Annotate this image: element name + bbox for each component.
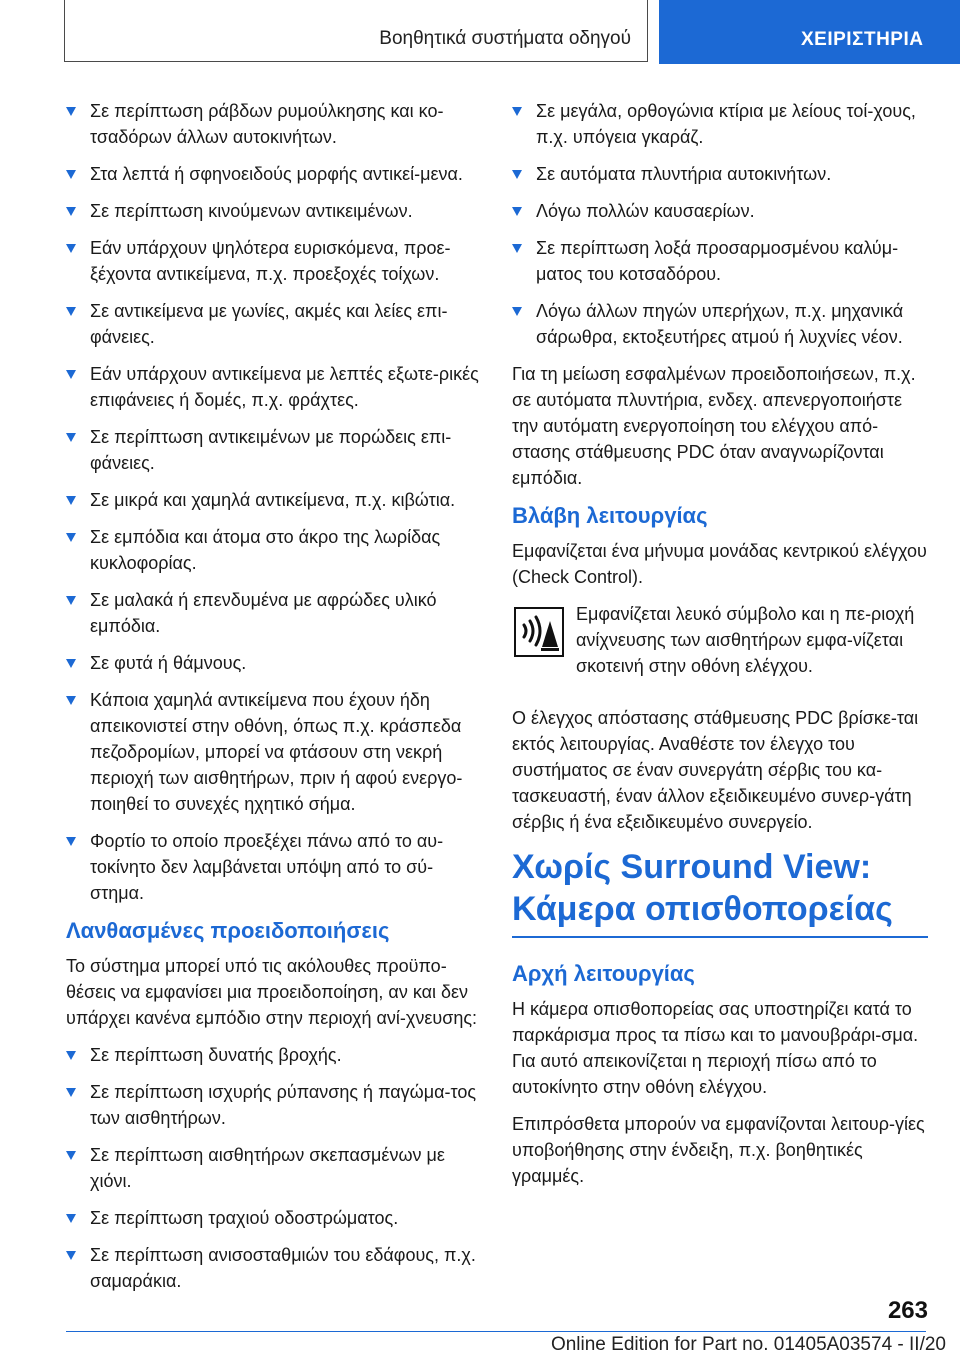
list-item — [66, 235, 482, 287]
section-title-box — [64, 0, 648, 62]
chapter-tab[interactable] — [659, 0, 960, 64]
list-item — [66, 587, 482, 639]
section-title: Βοηθητικά συστήματα οδηγού — [379, 28, 631, 49]
list-item-text: Σε περίπτωση ισχυρής ρύπανσης ή παγώμα-τος των αισθητήρων. — [90, 1082, 477, 1128]
triangle-bullet-icon — [66, 496, 76, 505]
triangle-bullet-icon — [512, 244, 522, 253]
chapter-tab-label: ΧΕΙΡΙΣΤΗΡΙΑ — [801, 29, 924, 50]
triangle-bullet-icon — [66, 696, 76, 705]
triangle-bullet-icon — [66, 244, 76, 253]
triangle-bullet-icon — [66, 370, 76, 379]
heading-false-warnings: Λανθασμένες προειδοποιήσεις — [66, 918, 390, 943]
bullet-list — [66, 1042, 482, 1294]
triangle-bullet-icon — [66, 1151, 76, 1160]
triangle-bullet-icon — [66, 837, 76, 846]
left-column — [66, 98, 482, 1305]
list-item-text: Σε αυτόματα πλυντήρια αυτοκινήτων. — [536, 164, 832, 184]
triangle-bullet-icon — [66, 307, 76, 316]
list-item — [66, 1042, 482, 1068]
heading-principle: Αρχή λειτουργίας — [512, 961, 695, 986]
list-item-text: Φορτίο το οποίο προεξέχει πάνω από το αυ-τοκίνητο δεν λαμβάνεται υπόψη από το σύ-στημα. — [90, 831, 444, 903]
triangle-bullet-icon — [512, 307, 522, 316]
list-item-text: Στα λεπτά ή σφηνοειδούς μορφής αντικεί-μενα. — [90, 164, 463, 184]
triangle-bullet-icon — [66, 1214, 76, 1223]
triangle-bullet-icon — [66, 1251, 76, 1260]
list-item-text: Σε αντικείμενα με γωνίες, ακμές και λείες επι-φάνειες. — [90, 301, 448, 347]
triangle-bullet-icon — [512, 107, 522, 116]
list-item-text: Εάν υπάρχουν αντικείμενα με λεπτές εξωτε-ρικές επιφάνειες ή δομές, π.χ. φράχτες. — [90, 364, 479, 410]
list-item — [66, 487, 482, 513]
list-item — [66, 198, 482, 224]
page-number: 263 — [887, 1297, 928, 1324]
list-item — [66, 361, 482, 413]
triangle-bullet-icon — [66, 107, 76, 116]
footer-divider — [66, 1331, 926, 1332]
list-item — [66, 98, 482, 150]
list-item — [66, 828, 482, 906]
list-item-text: Λόγω άλλων πηγών υπερήχων, π.χ. μηχανικά σάρωθρα, εκτοξευτήρες ατμού ή λυχνίες νέον. — [536, 301, 904, 347]
bullet-list — [66, 98, 482, 906]
list-item — [66, 524, 482, 576]
list-item-text: Σε περίπτωση δυνατής βροχής. — [90, 1045, 342, 1065]
list-item — [512, 98, 928, 150]
list-item-text: Σε περίπτωση αισθητήρων σκεπασμένων με χιόνι. — [90, 1145, 445, 1191]
right-column — [512, 98, 928, 1200]
triangle-bullet-icon — [66, 207, 76, 216]
list-item-text: Σε μαλακά ή επενδυμένα με αφρώδες υλικό εμπόδια. — [90, 590, 437, 636]
list-item-text: Σε περίπτωση ανισοσταθμιών του εδάφους, π.χ. σαμαράκια. — [90, 1245, 476, 1291]
triangle-bullet-icon — [512, 207, 522, 216]
list-item-text: Σε φυτά ή θάμνους. — [90, 653, 247, 673]
list-item-text: Σε περίπτωση ράβδων ρυμούλκησης και κο-τσαδόρων άλλων αυτοκινήτων. — [90, 101, 444, 147]
triangle-bullet-icon — [512, 170, 522, 179]
list-item — [66, 1079, 482, 1131]
paragraph: Ο έλεγχος απόστασης στάθμευσης PDC βρίσκε-ται εκτός λειτουργίας. Αναθέστε τον έλεγχο του συστήματος σε έναν συνεργάτη σέρβις του κα-τασκευαστή, έναν άλλον εξειδικευμένο συνερ-γάτη σέρβις ή ένα εξειδικευμένο συνεργείο. — [512, 708, 919, 832]
list-item-text: Εάν υπάρχουν ψηλότερα ευρισκόμενα, προε-ξέχοντα αντικείμενα, π.χ. προεξοχές τοίχων. — [90, 238, 451, 284]
list-item — [66, 687, 482, 817]
paragraph: Εμφανίζεται ένα μήνυμα μονάδας κεντρικού ελέγχου (Check Control). — [512, 541, 927, 587]
list-item-text: Σε εμπόδια και άτομα στο άκρο της λωρίδας κυκλοφορίας. — [90, 527, 441, 573]
bullet-list — [512, 98, 928, 350]
list-item — [512, 235, 928, 287]
list-item — [512, 298, 928, 350]
paragraph: Για τη μείωση εσφαλμένων προειδοποιήσεων, π.χ. σε αυτόματα πλυντήρια, ενδεχ. απενεργοποιήστε την αυτόματη ενεργοποίηση του ελέγχου από-στασης στάθμευσης PDC όταν αναγνωρίζονται εμπόδια. — [512, 364, 916, 488]
list-item-text: Κάποια χαμηλά αντικείμενα που έχουν ήδη απεικονιστεί στην οθόνη, όπως π.χ. κράσπεδα πεζοδρομίων, μπορεί να φτάσουν στη νεκρή περιοχή των αισθητήρων, πριν ή αφού ενεργο-ποιηθεί το συνεχές ηχητικό σήμα. — [90, 690, 463, 814]
paragraph: Η κάμερα οπισθοπορείας σας υποστηρίζει κατά το παρκάρισμα προς τα πίσω και το μανουβράρι-σμα. Για αυτό απεικονίζεται η περιοχή πίσω από το αυτοκίνητο στην οθόνη ελέγχου. — [512, 999, 919, 1097]
paragraph: Επιπρόσθετα μπορούν να εμφανίζονται λειτουρ-γίες υποβοήθησης στην ένδειξη, π.χ. βοηθητικές γραμμές. — [512, 1114, 925, 1186]
list-item — [66, 1142, 482, 1194]
page-header — [0, 0, 960, 64]
list-item-text: Λόγω πολλών καυσαερίων. — [536, 201, 755, 221]
list-item — [66, 298, 482, 350]
list-item — [512, 161, 928, 187]
triangle-bullet-icon — [66, 1088, 76, 1097]
triangle-bullet-icon — [66, 170, 76, 179]
list-item — [66, 161, 482, 187]
triangle-bullet-icon — [66, 433, 76, 442]
heading-malfunction: Βλάβη λειτουργίας — [512, 503, 708, 528]
triangle-bullet-icon — [66, 596, 76, 605]
list-item — [66, 1205, 482, 1231]
list-item — [66, 650, 482, 676]
list-item — [512, 198, 928, 224]
list-item-text: Σε μικρά και χαμηλά αντικείμενα, π.χ. κιβώτια. — [90, 490, 456, 510]
list-item-text: Σε μεγάλα, ορθογώνια κτίρια με λείους τοί-χους, π.χ. υπόγεια γκαράζ. — [536, 101, 916, 147]
list-item — [66, 1242, 482, 1294]
list-item-text: Σε περίπτωση αντικειμένων με πορώδεις επι-φάνειες. — [90, 427, 452, 473]
icon-note — [512, 601, 928, 691]
paragraph: Το σύστημα μπορεί υπό τις ακόλουθες προϋπο-θέσεις να εμφανίσει μια προειδοποίηση, αν και δεν υπάρχει κανένα εμπόδιο στην περιοχή ανί-χνευσης: — [66, 956, 478, 1028]
icon-note-text: Εμφανίζεται λευκό σύμβολο και η πε-ριοχή ανίχνευσης των αισθητήρων εμφα-νίζεται σκοτεινή στην οθόνη ελέγχου. — [576, 604, 915, 676]
list-item-text: Σε περίπτωση λοξά προσαρμοσμένου καλύμ-ματος του κοτσαδόρου. — [536, 238, 899, 284]
list-item-text: Σε περίπτωση τραχιού οδοστρώματος. — [90, 1208, 399, 1228]
triangle-bullet-icon — [66, 533, 76, 542]
triangle-bullet-icon — [66, 659, 76, 668]
footer-edition: Online Edition for Part no. 01405A03574 - II/20 — [550, 1334, 946, 1355]
list-item-text: Σε περίπτωση κινούμενων αντικειμένων. — [90, 201, 413, 221]
triangle-bullet-icon — [66, 1051, 76, 1060]
section-heading-rear-camera: Χωρίς Surround View: Κάμερα οπισθοπορείας — [512, 846, 928, 938]
pdc-sensor-fault-icon — [514, 607, 564, 657]
list-item — [66, 424, 482, 476]
